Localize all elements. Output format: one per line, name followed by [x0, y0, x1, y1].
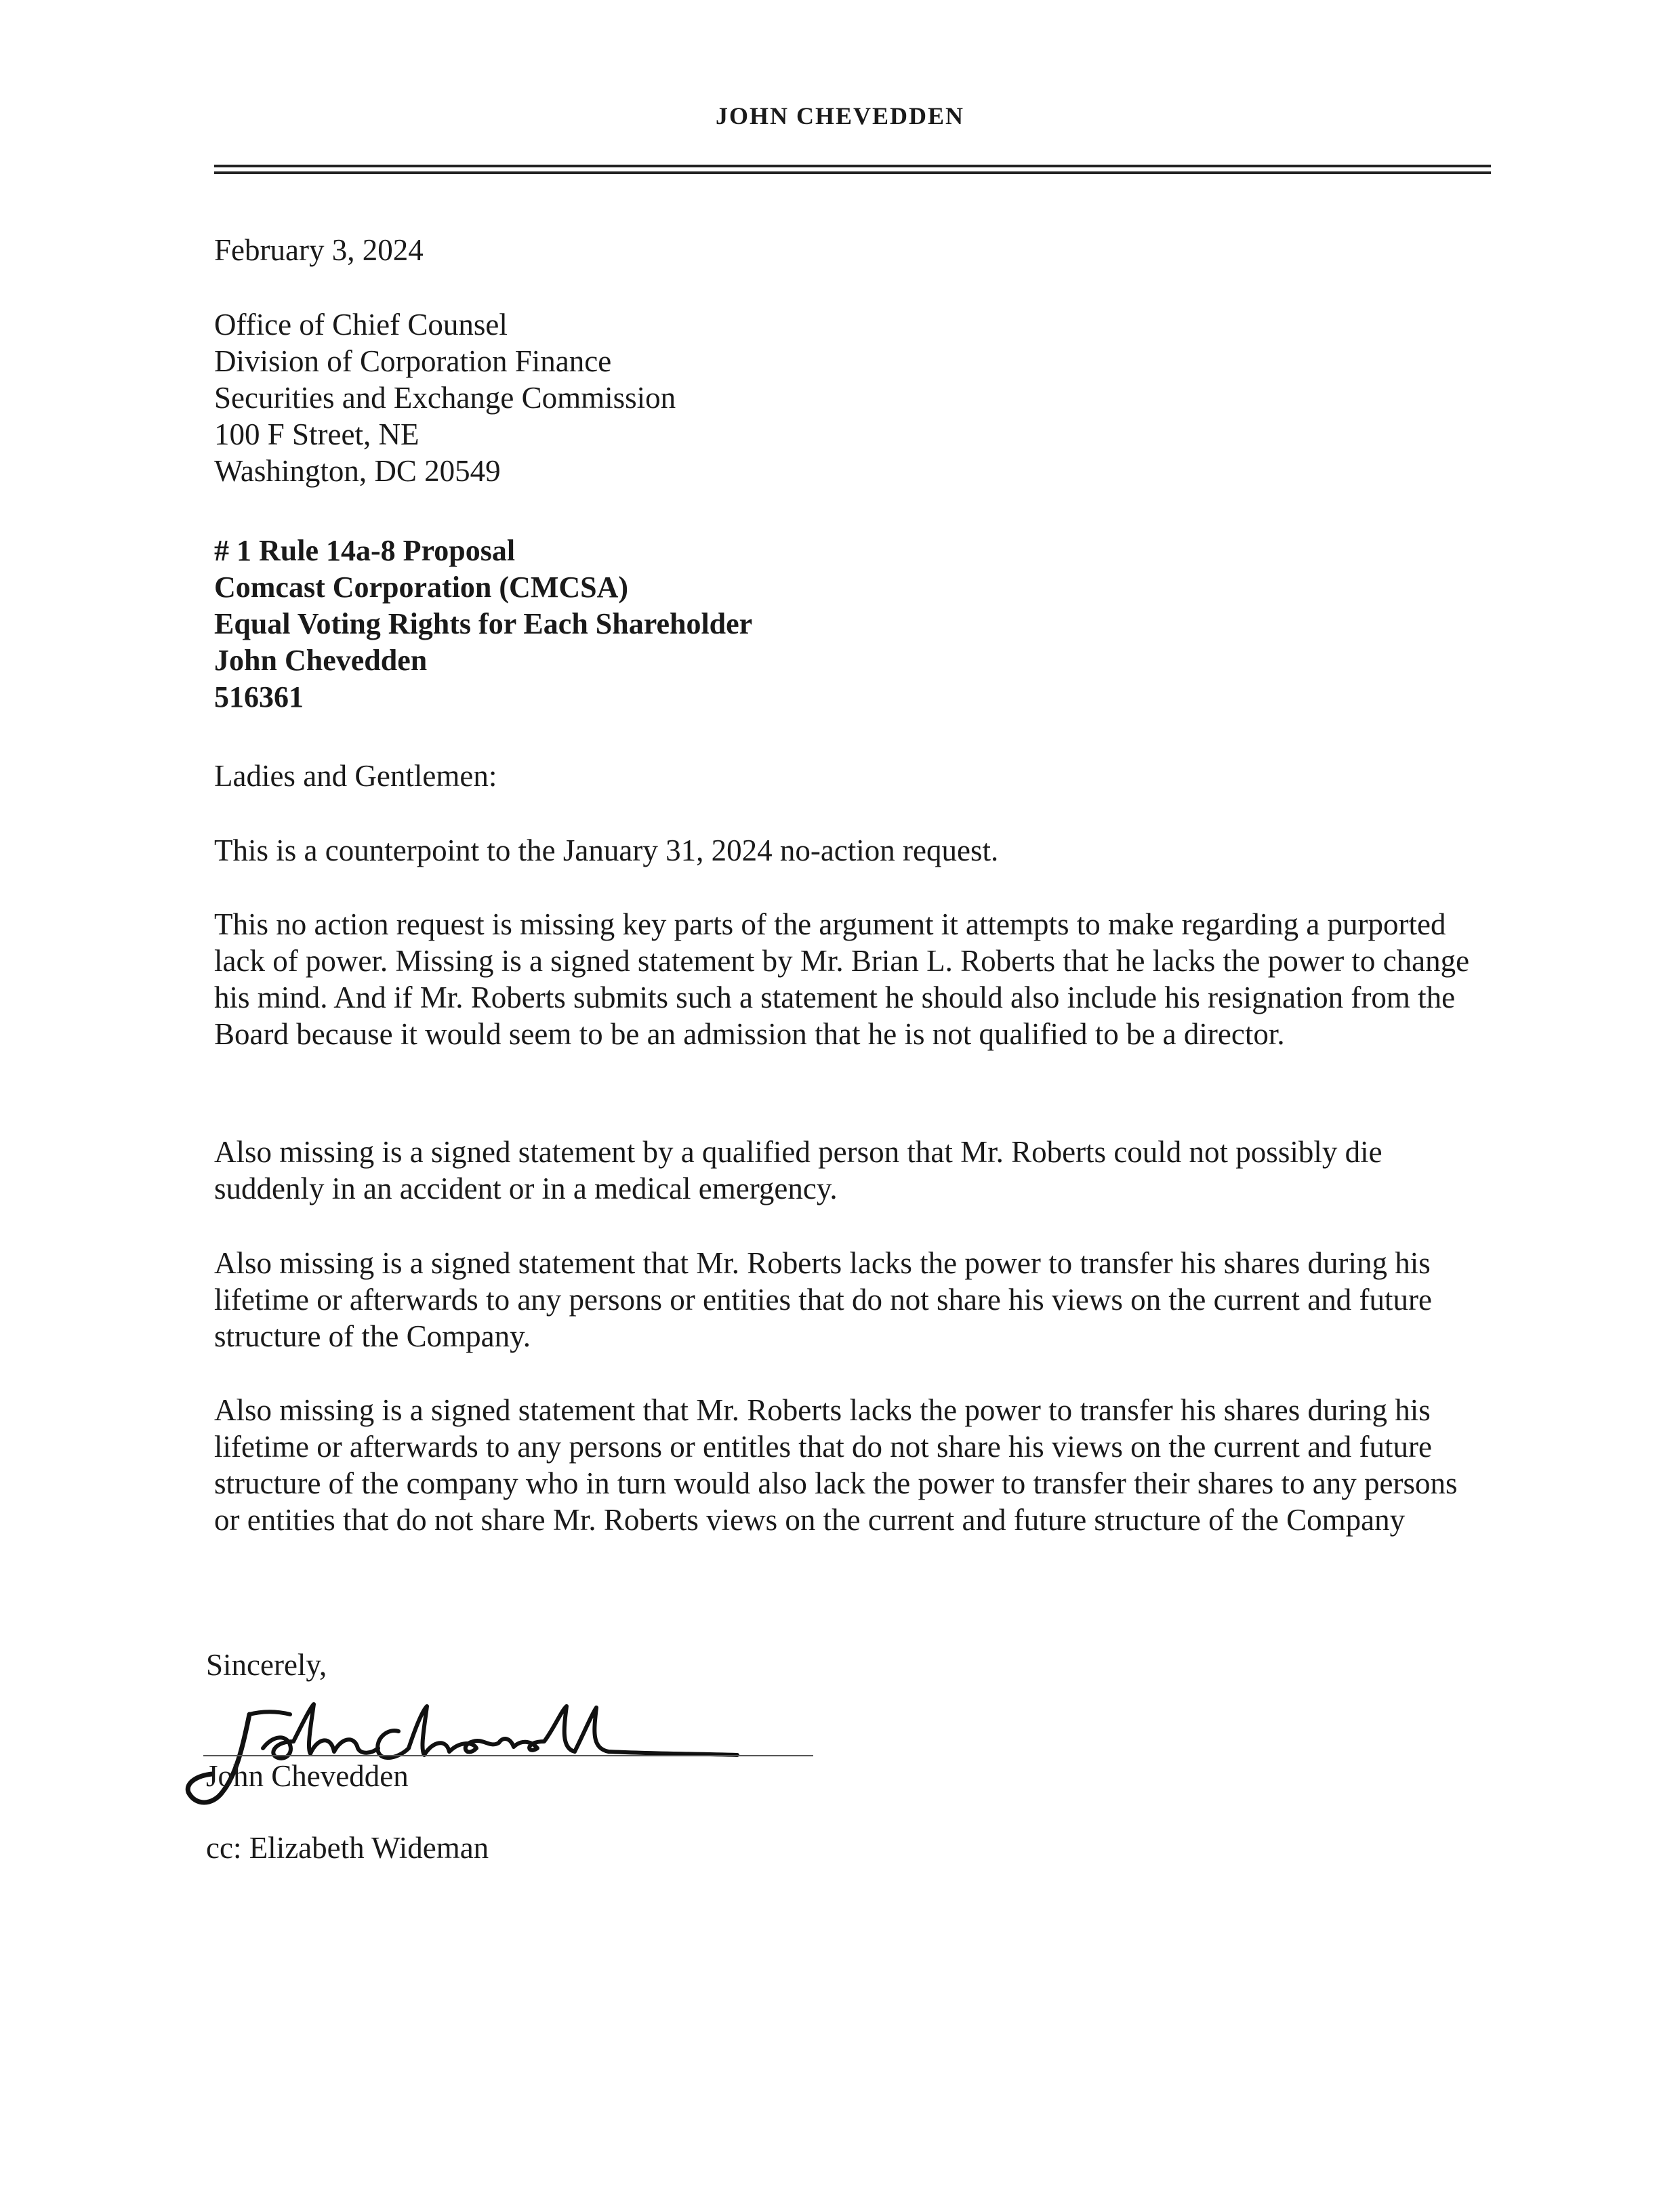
body-paragraph: Also missing is a signed statement that Mr. Roberts lacks the power to transfer his shares during his lifetime or afterwards to any persons or entities that do not share his views on the current and future structure of the Company. — [214, 1246, 1432, 1353]
letterhead-rule-top — [214, 165, 1491, 167]
cc-line: cc: Elizabeth Wideman — [206, 1831, 489, 1865]
letter-date: February 3, 2024 — [214, 233, 424, 267]
subject-block — [214, 533, 1488, 716]
address-line: Division of Corporation Finance — [214, 344, 612, 378]
body-paragraph: Also missing is a signed statement by a qualified person that Mr. Roberts could not possibly die suddenly in an accident or in a medical emergency. — [214, 1135, 1382, 1205]
body-paragraph: This is a counterpoint to the January 31, 2024 no-action request. — [214, 833, 999, 867]
subject-line: Comcast Corporation (CMCSA) — [214, 571, 629, 604]
address-line: Securities and Exchange Commission — [214, 381, 676, 415]
body-paragraph: This no action request is missing key parts of the argument it attempts to make regarding a purported lack of power. Missing is a signed statement by Mr. Brian L. Roberts that he lacks the power to change his mind. And if Mr. Roberts submits such a statement he should also include his resignation from the Board because it would seem to be an admission that he is not qualified to be a director. — [214, 907, 1470, 1051]
address-line: 100 F Street, NE — [214, 417, 419, 451]
subject-line: # 1 Rule 14a-8 Proposal — [214, 534, 516, 567]
salutation: Ladies and Gentlemen: — [214, 759, 497, 793]
address-line: Office of Chief Counsel — [214, 308, 508, 342]
letterhead-rule-bottom — [214, 171, 1491, 174]
address-line: Washington, DC 20549 — [214, 454, 501, 488]
signer-name: John Chevedden — [206, 1759, 409, 1793]
body-paragraph: Also missing is a signed statement that Mr. Roberts lacks the power to transfer his shares during his lifetime or afterwards to any persons or entitles that do not share his views on the current and future structure of the company who in turn would also lack the power to transfer their shares to any persons or entities that do not share Mr. Roberts views on the current and future structure of the Company — [214, 1393, 1458, 1537]
subject-line: 516361 — [214, 680, 304, 714]
recipient-address — [214, 306, 1488, 489]
subject-line: John Chevedden — [214, 644, 428, 677]
closing: Sincerely, — [206, 1648, 327, 1682]
letterhead-name: JOHN CHEVEDDEN — [715, 102, 965, 129]
subject-line: Equal Voting Rights for Each Shareholder — [214, 607, 753, 640]
signature-line — [203, 1755, 813, 1756]
